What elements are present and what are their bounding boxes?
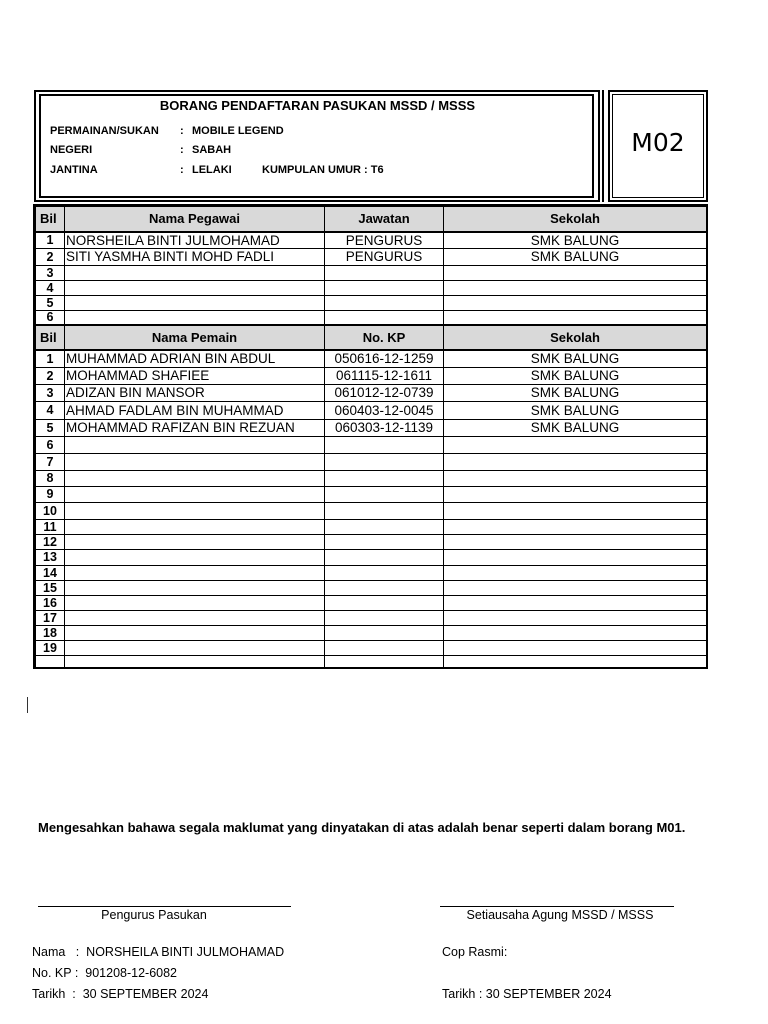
row-number: 10 [36, 503, 65, 520]
signature-caption-setiausaha: Setiausaha Agung MSSD / MSSS [466, 908, 654, 922]
row-number: 2 [36, 249, 65, 266]
field-colon: : [180, 125, 184, 137]
row-number: 16 [36, 596, 65, 611]
table-row [36, 596, 707, 611]
row-kp: 061115-12-1611 [325, 368, 444, 385]
row-sekolah: SMK BALUNG [444, 368, 707, 385]
row-kp [325, 487, 444, 503]
row-sekolah [444, 471, 707, 487]
row-jawatan [325, 281, 444, 296]
column-header-nama: Nama Pegawai [65, 207, 325, 232]
row-sekolah [444, 487, 707, 503]
column-header-sekolah: Sekolah [444, 325, 707, 350]
row-kp [325, 581, 444, 596]
row-sekolah [444, 454, 707, 471]
table-row [36, 503, 707, 520]
row-sekolah [444, 626, 707, 641]
signer-date: Tarikh : 30 SEPTEMBER 2024 [32, 987, 209, 1001]
row-name [65, 437, 325, 454]
row-number: 3 [36, 385, 65, 402]
row-name [65, 296, 325, 311]
field-value-negeri: SABAH [192, 144, 232, 156]
row-sekolah: SMK BALUNG [444, 402, 707, 420]
registration-table [35, 206, 707, 669]
row-number: 4 [36, 281, 65, 296]
row-name [65, 487, 325, 503]
row-sekolah [444, 311, 707, 325]
table-row [36, 420, 707, 437]
header-divider [598, 90, 604, 202]
table-row [36, 656, 707, 669]
table-row [36, 402, 707, 420]
table-row [36, 566, 707, 581]
table-row [36, 550, 707, 566]
row-number: 11 [36, 520, 65, 535]
table-row [36, 487, 707, 503]
column-header-bil: Bil [36, 207, 65, 232]
row-sekolah [444, 535, 707, 550]
row-number: 12 [36, 535, 65, 550]
row-sekolah: SMK BALUNG [444, 350, 707, 368]
row-sekolah [444, 437, 707, 454]
table-row [36, 350, 707, 368]
field-kumpulan-umur: KUMPULAN UMUR : T6 [262, 164, 384, 176]
row-kp: 061012-12-0739 [325, 385, 444, 402]
row-name: NORSHEILA BINTI JULMOHAMAD [65, 232, 325, 249]
row-kp [325, 626, 444, 641]
row-kp [325, 596, 444, 611]
row-kp [325, 471, 444, 487]
row-name: ADIZAN BIN MANSOR [65, 385, 325, 402]
field-value-jantina: LELAKI [192, 164, 232, 176]
row-kp: 060403-12-0045 [325, 402, 444, 420]
row-kp [325, 641, 444, 656]
row-name [65, 520, 325, 535]
row-sekolah [444, 581, 707, 596]
row-number: 6 [36, 437, 65, 454]
row-kp: 050616-12-1259 [325, 350, 444, 368]
row-name [65, 454, 325, 471]
row-name: AHMAD FADLAM BIN MUHAMMAD [65, 402, 325, 420]
row-name: MOHAMMAD SHAFIEE [65, 368, 325, 385]
row-sekolah: SMK BALUNG [444, 232, 707, 249]
row-name: MUHAMMAD ADRIAN BIN ABDUL [65, 350, 325, 368]
row-sekolah [444, 596, 707, 611]
table-row [36, 385, 707, 402]
row-number: 7 [36, 454, 65, 471]
row-jawatan [325, 296, 444, 311]
row-name [65, 641, 325, 656]
row-name [65, 535, 325, 550]
column-header-col3: No. KP [325, 325, 444, 350]
table-row [36, 296, 707, 311]
row-sekolah [444, 611, 707, 626]
row-sekolah [444, 641, 707, 656]
table-row [36, 471, 707, 487]
signature-caption-pengurus: Pengurus Pasukan [101, 908, 207, 922]
table-row [36, 641, 707, 656]
column-header-col3: Jawatan [325, 207, 444, 232]
row-number: 14 [36, 566, 65, 581]
text-cursor [27, 697, 28, 713]
table-row [36, 232, 707, 249]
row-number: 3 [36, 266, 65, 281]
row-number: 1 [36, 232, 65, 249]
row-number: 15 [36, 581, 65, 596]
confirmation-statement: Mengesahkan bahawa segala maklumat yang dinyatakan di atas adalah benar seperti dalam borang M01. [38, 820, 686, 835]
row-name [65, 656, 325, 669]
row-number: 9 [36, 487, 65, 503]
row-number: 6 [36, 311, 65, 325]
signer-name: Nama : NORSHEILA BINTI JULMOHAMAD [32, 945, 285, 959]
table-row [36, 281, 707, 296]
field-value-sukan: MOBILE LEGEND [192, 125, 284, 137]
signature-line-left [38, 906, 291, 907]
row-name: SITI YASMHA BINTI MOHD FADLI [65, 249, 325, 266]
row-sekolah [444, 656, 707, 669]
row-kp: 060303-12-1139 [325, 420, 444, 437]
column-header-nama: Nama Pemain [65, 325, 325, 350]
signer-ic: No. KP : 901208-12-6082 [32, 966, 178, 980]
row-kp [325, 656, 444, 669]
official-stamp-label: Cop Rasmi: [442, 945, 508, 959]
row-number: 13 [36, 550, 65, 566]
row-sekolah [444, 266, 707, 281]
table-row [36, 535, 707, 550]
row-kp [325, 520, 444, 535]
row-number: 5 [36, 420, 65, 437]
row-sekolah [444, 566, 707, 581]
row-number: 2 [36, 368, 65, 385]
row-number: 4 [36, 402, 65, 420]
row-sekolah [444, 520, 707, 535]
table-row [36, 266, 707, 281]
row-name [65, 566, 325, 581]
row-number: 8 [36, 471, 65, 487]
row-name [65, 626, 325, 641]
secretary-date: Tarikh : 30 SEPTEMBER 2024 [442, 987, 612, 1001]
table-row [36, 611, 707, 626]
table-row [36, 581, 707, 596]
row-jawatan [325, 266, 444, 281]
row-sekolah [444, 281, 707, 296]
row-name [65, 596, 325, 611]
field-label-sukan: PERMAINAN/SUKAN [50, 125, 159, 137]
row-number: 17 [36, 611, 65, 626]
row-kp [325, 535, 444, 550]
row-sekolah [444, 503, 707, 520]
row-number: 1 [36, 350, 65, 368]
row-name [65, 611, 325, 626]
row-kp [325, 437, 444, 454]
field-label-negeri: NEGERI [50, 144, 93, 156]
row-jawatan: PENGURUS [325, 249, 444, 266]
table-row [36, 311, 707, 325]
row-name [65, 266, 325, 281]
form-code: M02 [631, 128, 685, 157]
table-row [36, 626, 707, 641]
row-name [65, 471, 325, 487]
column-header-bil: Bil [36, 325, 65, 350]
row-number: 19 [36, 641, 65, 656]
row-name: MOHAMMAD RAFIZAN BIN REZUAN [65, 420, 325, 437]
row-name [65, 550, 325, 566]
row-kp [325, 566, 444, 581]
row-kp [325, 550, 444, 566]
row-sekolah [444, 550, 707, 566]
table-row [36, 454, 707, 471]
form-title: BORANG PENDAFTARAN PASUKAN MSSD / MSSS [159, 98, 476, 113]
field-colon: : [180, 144, 184, 156]
row-sekolah: SMK BALUNG [444, 249, 707, 266]
row-sekolah: SMK BALUNG [444, 385, 707, 402]
row-name [65, 503, 325, 520]
row-number: 5 [36, 296, 65, 311]
row-kp [325, 503, 444, 520]
row-name [65, 311, 325, 325]
row-jawatan [325, 311, 444, 325]
row-sekolah: SMK BALUNG [444, 420, 707, 437]
table-row [36, 437, 707, 454]
row-kp [325, 454, 444, 471]
row-number: 18 [36, 626, 65, 641]
row-name [65, 281, 325, 296]
row-number [36, 656, 65, 669]
table-row [36, 368, 707, 385]
pemain-header-row [36, 325, 707, 350]
pegawai-header-row [36, 207, 707, 232]
field-label-jantina: JANTINA [50, 164, 98, 176]
signature-line-right [440, 906, 674, 907]
table-row [36, 520, 707, 535]
table-row [36, 249, 707, 266]
row-name [65, 581, 325, 596]
row-sekolah [444, 296, 707, 311]
field-colon: : [180, 164, 184, 176]
row-jawatan: PENGURUS [325, 232, 444, 249]
row-kp [325, 611, 444, 626]
column-header-sekolah: Sekolah [444, 207, 707, 232]
